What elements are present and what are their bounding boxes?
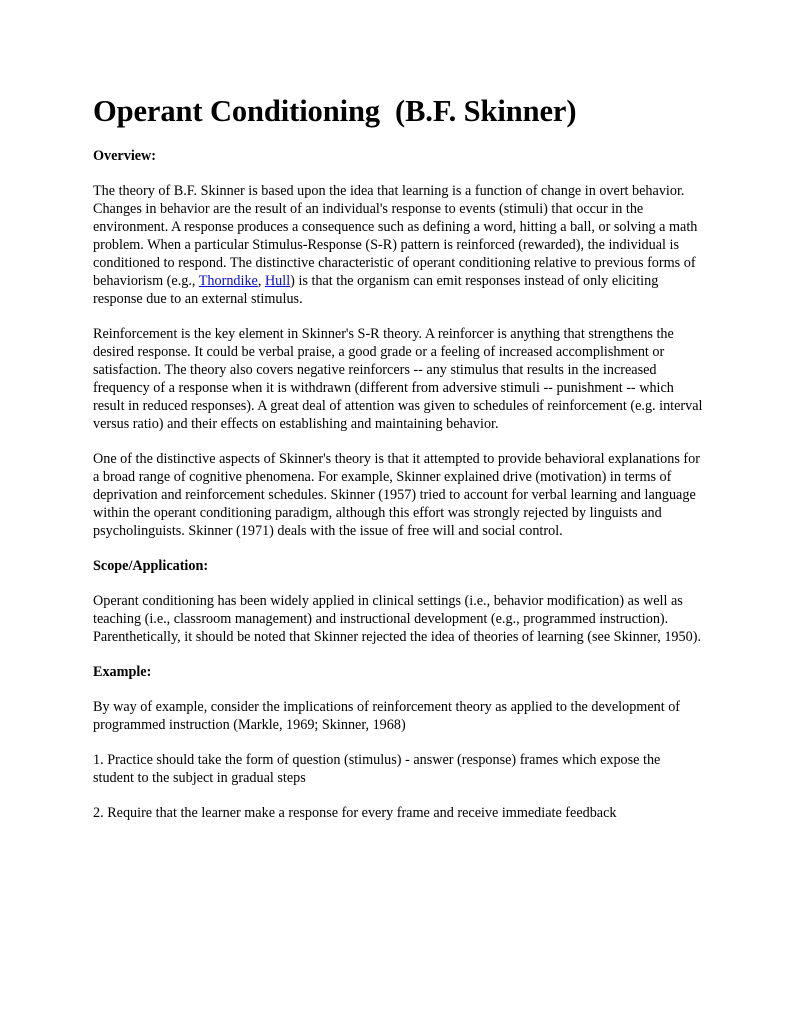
scope-paragraph: Operant conditioning has been widely applied in clinical settings (i.e., behavior modification) as well as teaching (i.e., classroom management) and instructional development (e.g., programmed instruction). Parenthetically, it should be noted that Skinner rejected the idea of theories of learning (see Skinner, 1950). xyxy=(93,593,701,645)
link-separator: , xyxy=(257,273,265,289)
example-paragraph: By way of example, consider the implications of reinforcement theory as applied to the development of programmed instruction (Markle, 1969; Skinner, 1968) xyxy=(93,699,681,733)
example-heading: Example: xyxy=(93,664,152,680)
overview-heading: Overview: xyxy=(93,148,157,164)
overview-paragraph-3: One of the distinctive aspects of Skinner's theory is that it attempted to provide behavioral explanations for a broad range of cognitive phenomena. For example, Skinner explained drive (motivation) in terms of deprivation and reinforcement schedules. Skinner (1957) tried to account for verbal learning and language within the operant conditioning paradigm, although this effort was strongly rejected by linguists and psycholinguists. Skinner (1971) deals with the issue of free will and social control. xyxy=(93,451,700,539)
scope-heading: Scope/Application: xyxy=(93,558,209,574)
overview-text-2: ) is that the organism can emit responses instead of only eliciting response due to an external stimulus. xyxy=(93,273,659,307)
page-title: Operant Conditioning (B.F. Skinner) xyxy=(93,94,577,128)
overview-paragraph-1 xyxy=(93,182,703,308)
example-item-2: 2. Require that the learner make a response for every frame and receive immediate feedback xyxy=(93,805,617,821)
example-item-1: 1. Practice should take the form of question (stimulus) - answer (response) frames which expose the student to the subject in gradual steps xyxy=(93,752,661,786)
overview-text-1: The theory of B.F. Skinner is based upon the idea that learning is a function of change in overt behavior. Changes in behavior are the result of an individual's response to events (stimuli) that occur in the environment. A response produces a consequence such as defining a word, hitting a ball, or solving a math problem. When a particular Stimulus-Response (S-R) pattern is reinforced (rewarded), the individual is conditioned to respond. The distinctive characteristic of operant conditioning relative to previous forms of behaviorism (e.g., xyxy=(93,183,698,289)
thorndike-link[interactable]: Thorndike xyxy=(198,273,258,289)
overview-paragraph-2: Reinforcement is the key element in Skinner's S-R theory. A reinforcer is anything that strengthens the desired response. It could be verbal praise, a good grade or a feeling of increased accomplishment or satisfaction. The theory also covers negative reinforcers -- any stimulus that results in the increased frequency of a response when it is withdrawn (different from adversive stimuli -- punishment -- which result in reduced responses). A great deal of attention was given to schedules of reinforcement (e.g. interval versus ratio) and their effects on establishing and maintaining behavior. xyxy=(93,326,703,432)
document-page xyxy=(93,92,703,822)
hull-link[interactable]: Hull xyxy=(264,273,291,289)
